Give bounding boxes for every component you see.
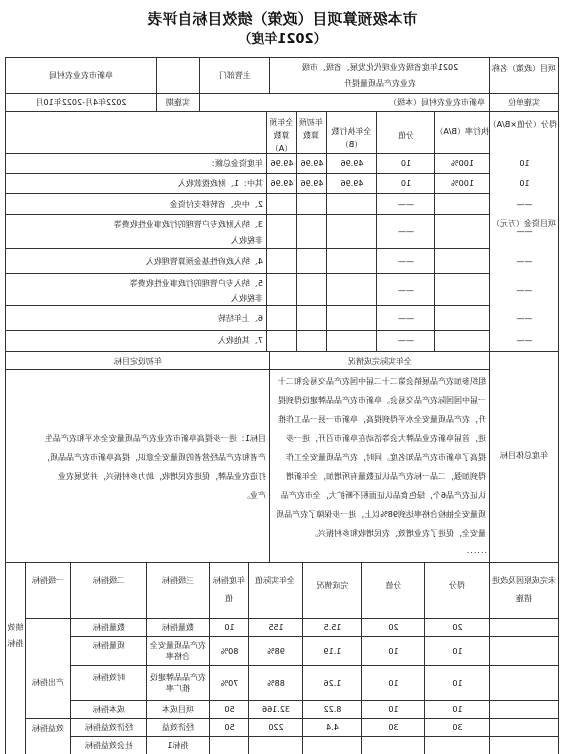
funds-row-other-weight: —— (398, 336, 414, 345)
col-initial-budget: 年初预算数 (299, 118, 323, 140)
effect-indicator-label: 效益指标 (32, 724, 64, 733)
ind-col-level1: 一级指标 (32, 576, 64, 585)
col-exec-rate: 执行率（B/A） (435, 127, 489, 136)
ind-row-qty-criteria: 15.5 (323, 623, 342, 632)
goal-planned-line-3: 打造农业品牌，促进农民增收，助力乡村振兴，并发展农业 (58, 472, 266, 481)
col-weight: 分值 (398, 131, 414, 140)
funds-section-label: 项目资金（万元） (492, 219, 556, 228)
rule (5, 369, 490, 370)
goals-section-label: 年度总体目标 (500, 451, 548, 460)
rule (5, 173, 490, 174)
funds-row-fees-weight: —— (398, 227, 414, 236)
rule (5, 305, 490, 306)
ind-row-time-target: 70% (220, 679, 239, 688)
funds-row-fiscal-rate: 100% (451, 179, 474, 188)
ind-row-cost-score: 10 (452, 705, 463, 714)
goal-actual-line-2: 一届中国国际农产品交易会。阜新市农产品品牌建设得到提 (278, 396, 486, 405)
funds-row-transfer-score: —— (516, 200, 533, 209)
rule (71, 700, 559, 701)
funds-row-total-score: 10 (519, 159, 530, 168)
funds-row-special-score: —— (516, 286, 533, 295)
funds-row-carryover-weight: —— (398, 314, 414, 323)
rule (25, 562, 26, 754)
rule (269, 57, 270, 93)
rule (5, 153, 490, 154)
goal-actual-line-9: 量安全，促进了农业增效、农民增收和乡村振兴。 (310, 529, 486, 538)
ind-row-qty-level3: 数量指标 (162, 623, 194, 632)
ind-row-econ-target: 50 (224, 723, 235, 732)
ind-row-cost-actual: 32.166 (262, 705, 290, 714)
perf-indicator-label: 绩效指标 (7, 623, 24, 648)
funds-row-total-rate: 100% (451, 159, 474, 168)
funds-row-special-weight: —— (398, 286, 414, 295)
ind-row-quality-criteria: 1.19 (323, 647, 342, 656)
rule (5, 562, 6, 754)
funds-row-fiscal-exec: 49.96 (340, 179, 364, 188)
ind-col-criteria: 完成情况 (316, 581, 349, 590)
col-full-year-budget: 全年预算数（A） (269, 118, 294, 153)
funds-row-carryover-score: —— (516, 314, 533, 323)
ind-row-cost-criteria: 8.22 (323, 705, 342, 714)
goals-actual-header: 全年实际完成情况 (348, 357, 412, 366)
rule (266, 111, 267, 351)
rule (5, 330, 490, 331)
ind-col-actual: 全年实际值 (255, 576, 295, 585)
funds-row-transfer-label: 2、中央、省转移支付资金 (169, 200, 263, 209)
rule (26, 618, 559, 619)
ind-row-quality-weight: 10 (388, 647, 399, 656)
ind-row-cost-weight: 10 (388, 705, 399, 714)
ind-row-time-criteria: 1.26 (323, 679, 342, 688)
rule (5, 248, 490, 249)
goal-actual-ellipsis: ...... (465, 546, 487, 555)
goal-actual-line-8: 质量安全抽检合格率达到98%以上，进一步保障了农产品质 (276, 510, 486, 519)
ind-col-level3: 三级指标 (162, 576, 194, 585)
funds-row-other-label: 7、其他收入 (217, 336, 263, 345)
funds-row-other-score: —— (516, 336, 533, 345)
ind-row-time-score: 10 (452, 679, 463, 688)
goal-actual-line-3: 升，农产品质量安全水平得到提高，阜新市一县一品工作推 (278, 415, 486, 424)
ind-row-quality-target: 80% (220, 647, 239, 656)
ind-row-cost-target: 50 (224, 705, 235, 714)
ind-row-qty-actual: 155 (268, 623, 284, 632)
dept-value: 阜新市农业农村局 (49, 71, 113, 80)
goal-actual-line-5: 提高了阜新市农产品知名度。同时，农产品质量安全工作 (286, 453, 486, 462)
rule (70, 562, 71, 754)
ind-row-qty-score: 20 (452, 623, 463, 632)
rule (489, 351, 490, 562)
funds-row-gov-fund-weight: —— (398, 257, 414, 266)
rule (558, 562, 559, 754)
rule (146, 562, 147, 754)
ind-row-cost-level3: 项目成本 (162, 705, 194, 714)
rule (71, 736, 559, 737)
page-subtitle: （2021年度） (238, 32, 327, 47)
col-executed: 全年执行数（B） (331, 127, 372, 149)
ind-col-weight: 分值 (385, 581, 402, 590)
rule (5, 193, 490, 194)
ind-row-econ-weight: 30 (388, 723, 399, 732)
rule (71, 665, 559, 666)
rule (296, 111, 297, 351)
funds-row-fiscal-full: 49.96 (300, 179, 324, 188)
funds-row-total-label: 年度资金总额： (207, 159, 263, 168)
ind-row-econ-actual: 220 (268, 723, 284, 732)
funds-row-fees-label-1: 3、纳入财政专户管理的行政事业性收费等 (113, 220, 263, 229)
ind-row-quality-score: 10 (452, 647, 463, 656)
ind-row-econ-level3: 经济效益 (162, 723, 194, 732)
col-score: 得分（分值×B/A） (488, 120, 557, 129)
rule (5, 111, 559, 112)
rule (5, 57, 559, 58)
ind-row-econ-score: 30 (452, 723, 463, 732)
ind-row-econ-level2: 经济效益指标 (85, 723, 133, 732)
dept-label: 主管部门 (219, 71, 251, 80)
impl-label: 实施单位 (508, 98, 540, 107)
goal-actual-line-1: 组织参加农产品展销会第二十二届中国农产品交易会和二十 (278, 377, 486, 386)
rule (5, 93, 559, 94)
ind-row-qty-target: 10 (224, 623, 235, 632)
goal-planned-line-1: 目标1：进一步提高阜新市农业农产品质量安全水平和农产品生 (44, 434, 266, 443)
rule (5, 351, 6, 562)
goal-planned-line-2: 产者和农产品经营者的质量安全意识，提高阜新市农产品品质， (42, 453, 266, 462)
ind-col-reason: 未完成原因及改进措施 (492, 576, 556, 603)
funds-row-transfer-weight: —— (398, 200, 414, 209)
project-name-line-1: 2021年度省级农业现代化发展、省级、市级 (301, 63, 459, 72)
funds-row-fiscal-label: 其中：1、财政拨款收入 (177, 179, 263, 188)
ind-row-social-level2: 社会效益指标 (85, 741, 133, 750)
goal-planned-line-4: 产业。 (242, 491, 266, 500)
ind-row-quality-level3: 农产品质量安全合格率 (150, 641, 206, 661)
project-name-label: 项目（政策）名称 (492, 64, 556, 73)
ind-row-quality-actual: 98% (267, 647, 285, 656)
funds-row-carryover-label: 6、上年结转 (217, 314, 263, 323)
rule (489, 57, 490, 111)
funds-row-total-exec: 49.96 (340, 159, 364, 168)
funds-row-fiscal-initial: 49.96 (270, 179, 294, 188)
funds-row-special-label-2: 非税收入 (231, 294, 263, 303)
goal-actual-line-4: 进，首届阜新农业品牌大会等活动在阜新市召开，进一步 (286, 434, 486, 443)
rule (5, 351, 559, 352)
period-label: 实施期 (166, 98, 190, 107)
period-value: 2022年4月-2022年10月 (35, 98, 127, 107)
rule (26, 718, 559, 719)
ind-row-social-level3: 指标1 (167, 741, 189, 750)
page-title: 市本级预算项目（政策）绩效目标自评表 (147, 10, 418, 28)
ind-row-cost-level2: 成本指标 (93, 705, 125, 714)
ind-row-qty-weight: 20 (388, 623, 399, 632)
ind-row-quality-level2: 质量指标 (93, 641, 125, 650)
goal-actual-line-6: 得到加强，二品一标农产品认证数量有所增加，全年新增 (286, 472, 486, 481)
funds-row-special-label-1: 5、纳入专户管理的行政事业性收费等 (129, 279, 263, 288)
rule (71, 636, 559, 637)
funds-row-fiscal-score: 10 (519, 179, 530, 188)
rule (326, 111, 327, 351)
ind-row-time-actual: 88% (267, 679, 285, 688)
rule (269, 351, 270, 562)
funds-row-fees-label-2: 非税收入 (231, 236, 263, 245)
rule (558, 57, 559, 111)
funds-row-fees-score: —— (516, 227, 533, 236)
ind-row-qty-level2: 数量指标 (93, 623, 125, 632)
rule (5, 273, 490, 274)
funds-row-gov-fund-score: —— (516, 257, 533, 266)
rule (199, 57, 200, 111)
ind-row-time-level3: 农产品品牌建设推广率 (150, 673, 206, 693)
funds-row-total-initial: 49.96 (270, 159, 294, 168)
ind-row-time-level2: 时效指标 (93, 673, 125, 682)
funds-row-gov-fund-label: 4、纳入政府性基金预算管理收入 (145, 257, 263, 266)
impl-value: 阜新市农业农村局（本级） (389, 98, 485, 107)
rule (558, 351, 559, 562)
goals-planned-header: 年初设定目标 (114, 357, 162, 366)
funds-row-total-full: 49.96 (300, 159, 324, 168)
ind-row-time-weight: 10 (388, 679, 399, 688)
ind-row-econ-criteria: 4.4 (326, 723, 339, 732)
goal-actual-line-7: 认证农产品6个，绿色食品认证面积不断扩大，全市农产品 (280, 491, 486, 500)
funds-row-total-weight: 10 (400, 159, 412, 168)
ind-col-score: 得分 (449, 581, 465, 590)
ind-col-target: 年度指标值 (213, 576, 245, 603)
ind-col-level2: 二级指标 (93, 576, 125, 585)
funds-row-fiscal-weight: 10 (400, 179, 412, 188)
rule (5, 111, 6, 351)
output-indicator-label: 产出指标 (32, 678, 64, 687)
rule (5, 562, 559, 563)
project-name-line-2: 农业农产品质量提升 (344, 79, 416, 88)
rule (5, 214, 490, 215)
rule (5, 57, 6, 111)
